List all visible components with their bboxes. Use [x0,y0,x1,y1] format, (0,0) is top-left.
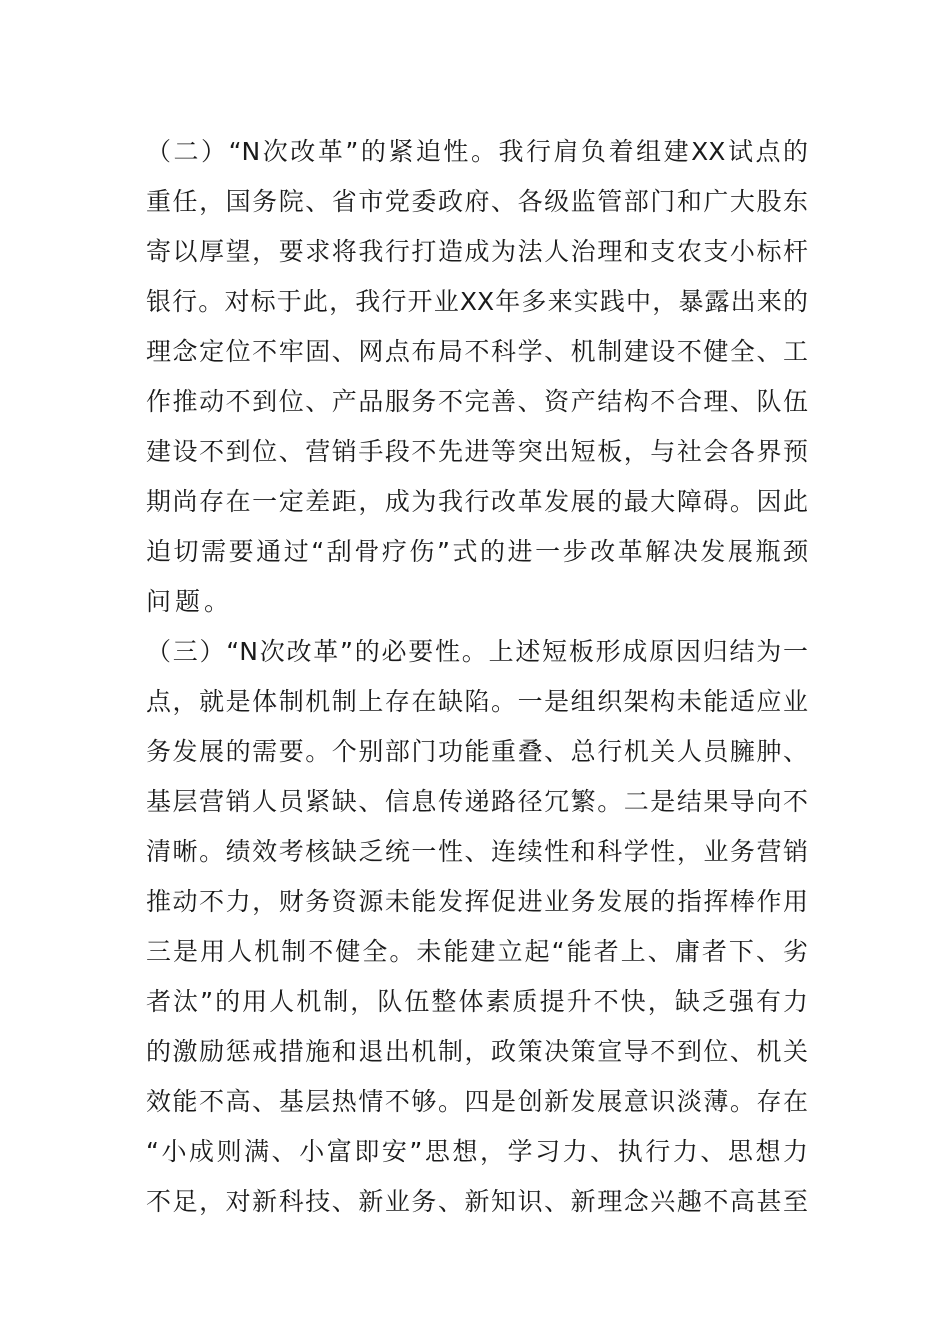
paragraph-3-line-7: 三是用人机制不健全。未能建立起“能者上、庸者下、劣 [146,937,808,966]
paragraph-3-line-4: 基层营销人员紧缺、信息传递路径冗繁。二是结果导向不 [146,787,808,816]
paragraph-3-line-1: （三）“N次改革”的必要性。上述短板形成原因归结为一 [146,637,808,666]
paragraph-3-line-3: 务发展的需要。个别部门功能重叠、总行机关人员臃肿、 [146,737,808,766]
paragraph-3-line-12: 不足，对新科技、新业务、新知识、新理念兴趣不高甚至 [146,1187,808,1216]
paragraph-2-line-2: 重任，国务院、省市党委政府、各级监管部门和广大股东 [146,187,808,216]
paragraph-3-line-10: 效能不高、基层热情不够。四是创新发展意识淡薄。存在 [146,1087,808,1116]
paragraph-2-line-4: 银行。对标于此，我行开业XX年多来实践中，暴露出来的 [146,287,808,316]
paragraph-3-line-8: 者汰”的用人机制，队伍整体素质提升不快，缺乏强有力 [146,987,808,1016]
paragraph-3-line-9: 的激励惩戒措施和退出机制，政策决策宣导不到位、机关 [146,1037,808,1066]
paragraph-2-line-3: 寄以厚望，要求将我行打造成为法人治理和支农支小标杆 [146,237,808,266]
paragraph-2-line-10: 问题。 [146,587,234,616]
paragraph-3-line-5: 清晰。绩效考核缺乏统一性、连续性和科学性，业务营销 [146,837,808,866]
paragraph-2-line-1: （二）“N次改革”的紧迫性。我行肩负着组建XX试点的 [146,137,808,166]
paragraph-3-line-11: “小成则满、小富即安”思想，学习力、执行力、思想力 [146,1137,808,1166]
paragraph-2-line-7: 建设不到位、营销手段不先进等突出短板，与社会各界预 [146,437,808,466]
paragraph-2-line-8: 期尚存在一定差距，成为我行改革发展的最大障碍。因此 [146,487,808,516]
paragraph-3-line-6: 推动不力，财务资源未能发挥促进业务发展的指挥棒作用 [146,887,808,916]
paragraph-3-line-2: 点，就是体制机制上存在缺陷。一是组织架构未能适应业 [146,687,808,716]
paragraph-2-line-6: 作推动不到位、产品服务不完善、资产结构不合理、队伍 [146,387,808,416]
paragraph-2-line-9: 迫切需要通过“刮骨疗伤”式的进一步改革解决发展瓶颈 [146,537,808,566]
paragraph-2-line-5: 理念定位不牢固、网点布局不科学、机制建设不健全、工 [146,337,808,366]
